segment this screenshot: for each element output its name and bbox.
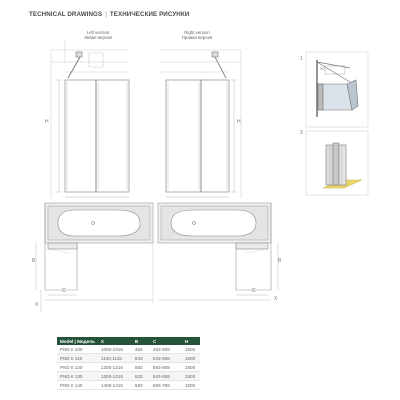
dim-h-right: H [237,119,241,125]
table-header-b: B [132,337,150,345]
right-front-view [160,50,241,198]
dim-b-left: B [32,258,36,264]
dim-c-right: C [252,288,256,294]
detail-marker-1: 1 [300,56,303,62]
table-cell: 1500 [182,345,200,354]
table-cell: 1500 [182,372,200,381]
dim-x-left: X [35,302,39,308]
table-cell: PND II 140 [57,381,98,390]
table-header-model: Model | Модель [57,337,98,345]
left-version-en: Left version [86,30,110,35]
dim-x-right: X [274,296,278,302]
dim-h-left: H [45,119,49,125]
table-cell: 683 [132,381,150,390]
table-cell: PND II 130 [57,372,98,381]
table-cell: PND II 120 [57,363,98,372]
table-cell: 1500 [182,381,200,390]
table-header-row [57,337,200,345]
table-cell: 1000-1015 [98,345,132,354]
right-top-view [158,203,278,300]
table-header-x: X [98,337,132,345]
left-version-ru: Левая версия [84,35,112,41]
detail-bracket-view [306,52,368,127]
table-cell: 1400-1415 [98,381,132,390]
table-cell: 1500 [182,354,200,363]
left-front-view [51,40,129,198]
table-cell: 493-508 [150,345,182,354]
table-cell: 483 [132,345,150,354]
table-header-c: C [150,337,182,345]
table-cell: 693-708 [150,381,182,390]
right-version-en: Right version [184,30,210,35]
table-row [57,372,200,381]
table-cell: PND II 110 [57,354,98,363]
table-cell: 1200-1215 [98,363,132,372]
table-cell: 1300-1315 [98,372,132,381]
table-cell: 533 [132,354,150,363]
detail-marker-2: 2 [300,130,303,136]
table-cell: 543-558 [150,354,182,363]
table-cell: 593-608 [150,363,182,372]
table-cell: 1500 [182,363,200,372]
detail-profile-view [306,131,368,195]
header-separator: | [105,11,107,18]
table-cell: PND II 100 [57,345,98,354]
table-cell: 583 [132,363,150,372]
table-row [57,354,200,363]
left-top-view [36,203,153,312]
right-version-ru: Правая версия [181,35,213,41]
table-row [57,381,200,390]
header-title-en: TECHNICAL DRAWINGS [29,11,103,18]
dim-b-right: B [278,258,282,264]
table-header-h: H [182,337,200,345]
table-cell: 1100-1115 [98,354,132,363]
models-table [57,337,200,390]
dim-c-left: C [62,288,66,294]
dim-20: 20 [320,66,325,71]
table-cell: 643-658 [150,372,182,381]
header-title-ru: ТЕХНИЧЕСКИЕ РИСУНКИ [109,11,190,18]
table-row [57,345,200,354]
table-cell: 633 [132,372,150,381]
table-row [57,363,200,372]
